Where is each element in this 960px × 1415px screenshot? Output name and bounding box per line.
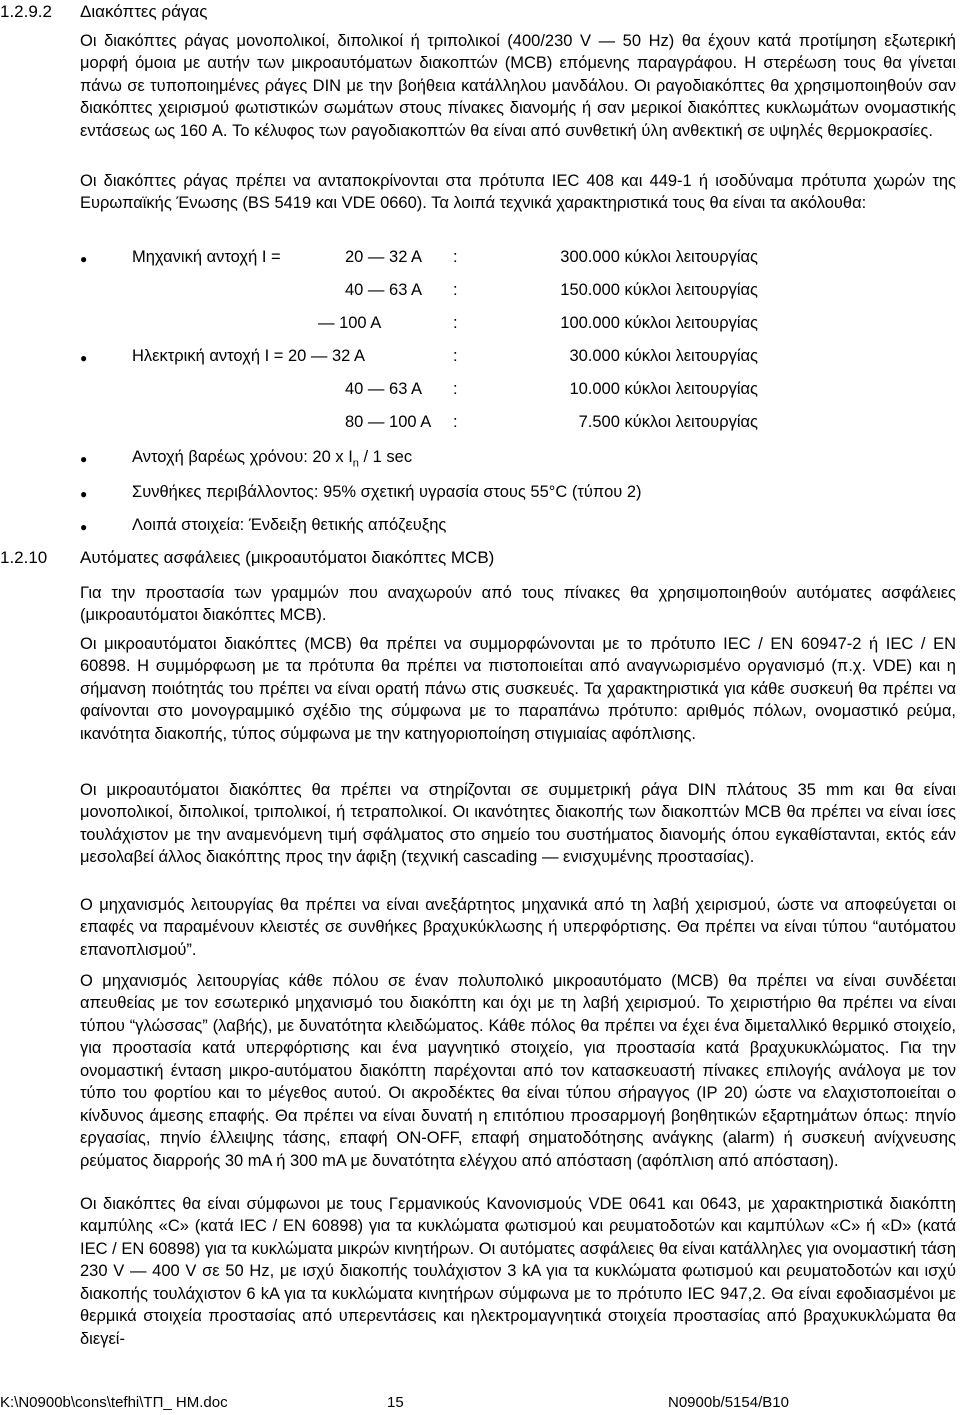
- section-heading-1.2.10: [0, 546, 494, 569]
- spec-row: — 100 A : 100.000 κύκλοι λειτουργίας: [318, 314, 758, 332]
- bullet-dot-icon: ●: [80, 452, 88, 466]
- footer-page-number: 15: [387, 1394, 404, 1411]
- bullet-environment: [80, 481, 956, 505]
- paragraph-mcb-vde: Οι διακόπτες θα είναι σύμφωνοι με τους Γερμανικούς Κανονισμούς VDE 0641 και 0643, με χαρακτηριστικά διακόπτη καμπύλης «C» (κατά IEC / EN 60898) για τα κυκλώματα φωτισμού και ρευματοδοτών και καμπύλων «C» ή «D» (κατά IEC / EN 60898) για τα κυκλώματα μικρών κινητήρων. Οι αυτόματες ασφάλειες θα είναι κατάλληλες για ονομαστική τάση 230 V — 400 V σε 50 Hz, με ισχύ διακοπής τουλάχιστον 3 kA για τα κυκλώματα φωτισμού και ρευματοδοτών και ισχύ διακοπής τουλάχιστον 6 kA για τα κυκλώματα κινητήρων σύμφωνα με το πρότυπο IEC 947,2. Θα είναι εφοδιασμένοι με θερμικά στοιχεία προστασίας από υπερεντάσεις και ηλεκτρομαγνητικά στοιχεία προστασίας από βραχυκυκλώματα θα διεγεί-: [80, 1195, 956, 1348]
- section-number: 1.2.10: [0, 548, 48, 567]
- bullet-label: Λοιπά στοιχεία: Ένδειξη θετικής απόζευξης: [132, 516, 447, 534]
- paragraph-rail-switches-standards: Οι διακόπτες ράγας πρέπει να ανταποκρίνονται στα πρότυπα IEC 408 και 449-1 ή ισοδύναμα πρότυπα χωρών της Ευρωπαϊκής Ένωσης (BS 5419 και VDE 0660). Τα λοιπά τεχνικά χαρακτηριστικά τους θα είναι τα ακόλουθα:: [80, 172, 956, 213]
- bullet-other: [80, 514, 956, 538]
- section-number: 1.2.9.2: [0, 2, 52, 21]
- paragraph-mcb-poles: Ο μηχανισμός λειτουργίας κάθε πόλου σε έναν πολυπολικό μικροαυτόματο (MCB) θα πρέπει να είναι συνδέεται απευθείας με τον εσωτερικό μηχανισμό του διακόπτη και όχι με τη λαβή χειρισμού. Το χειριστήριο θα πρέπει να είναι τύπου “γλώσσας” (λαβής), με δυνατότητα κλειδώματος. Κάθε πόλος θα πρέπει να έχει ένα διμεταλλικό θερμικό στοιχείο, για προστασία κατά υπερφόρτισης και ένα μαγνητικό στοιχείο, για προστασία κατά βραχυκυκλώματος. Για την ονομαστική ένταση μικρο-αυτόματου διακόπτη παρέχονται από τον κατασκευαστή πίνακες επιλογής ανάλογα με τον τύπο του φορτίου και το μέγεθος αυτού. Οι ακροδέκτες θα είναι τύπου σήραγγος (IP 20) ώστε να ελαχιστοποιείται ο κίνδυνος άμεσης επαφής. Θα πρέπει να είναι δυνατή η επιτόπιου προσαρμογή βοηθητικών εξαρτημάτων όπως: πηνίο εργασίας, πηνίο έλλειψης τάσης, επαφή ON-OFF, επαφή σηματοδότησης ανάγκης (alarm) ή συσκευή ανίχνευσης ρεύματος διαρροής 30 mA ή 300 mA με δυνατότητα ελέγχου από απόσταση (αφόπλιση από απόσταση).: [80, 972, 956, 1170]
- bullet-heavy-duty: ● Αντοχή βαρέως χρόνου: 20 x $I_n / 1$ sec: [80, 448, 413, 470]
- spec-row: 40 — 63 A : 150.000 κύκλοι λειτουργίας: [345, 281, 758, 299]
- bullet-dot-icon: ●: [80, 252, 88, 266]
- spec-row: : 30.000 κύκλοι λειτουργίας: [453, 347, 758, 365]
- spec-row: 80 — 100 A : 7.500 κύκλοι λειτουργίας: [345, 413, 758, 431]
- spec-row: 40 — 63 A : 10.000 κύκλοι λειτουργίας: [345, 380, 758, 398]
- footer-document-code: N0900b/5154/B10: [668, 1394, 789, 1411]
- paragraph-mcb-standards: Οι μικροαυτόματοι διακόπτες (MCB) θα πρέπει να συμμορφώνονται με το πρότυπο IEC / EN 60947-2 ή IEC / EN 60898. Η συμμόρφωση με τα πρότυπα θα πρέπει να πιστοποιείται από αναγνωρισμένο οργανισμό (π.χ. VDE) και η σήμανση ποιότητάς του πρέπει να είναι ορατή πάνω στις συσκευές. Τα χαρακτηριστικά για κάθε συσκευή θα πρέπει να φαίνονται στο μονογραμμικό σχέδιο της σύμφωνα με το παραπάνω πρότυπο: αριθμός πόλων, ονομαστικό ρεύμα, ικανότητα διακοπής, τύπος σύμφωνα με την κατηγοριοποίηση στιγμιαίας αφόπλισης.: [80, 635, 956, 743]
- paragraph-mcb-mounting: Οι μικροαυτόματοι διακόπτες θα πρέπει να στηρίζονται σε συμμετρική ράγα DIN πλάτους 35 mm και θα είναι μονοπολικοί, διπολικοί, τριπολικοί, ή τετραπολικοί. Οι ικανότητες διακοπής των διακοπτών MCB θα πρέπει να είναι ίσες τουλάχιστον με την αναμενόμενη τιμή σφάλματος στο σημείο του συστήματος διανομής όπου εγκαθίστανται, εκτός εάν μεσολαβεί άλλος διακόπτης προς την άφιξη (τεχνική cascading — ενισχυμένης προστασίας).: [80, 781, 956, 867]
- bullet-label: Ηλεκτρική αντοχή I = 20 — 32 A: [132, 347, 366, 365]
- spec-row: 20 — 32 A : 300.000 κύκλοι λειτουργίας: [345, 248, 758, 266]
- bullet-dot-icon: ●: [80, 487, 88, 501]
- paragraph-mcb-protection: Για την προστασία των γραμμών που αναχωρούν από τους πίνακες θα χρησιμοποιηθούν αυτόματες ασφάλειες (μικροαυτόματοι διακόπτες MCB).: [80, 584, 956, 625]
- bullet-dot-icon: ●: [80, 351, 88, 365]
- bullet-dot-icon: ●: [80, 520, 88, 534]
- section-heading-1.2.9.2: [0, 0, 207, 23]
- section-title: Διακόπτες ράγας: [80, 2, 208, 21]
- section-title: Αυτόματες ασφάλειες (μικροαυτόματοι διακόπτες MCB): [80, 548, 495, 567]
- footer-file-path: K:\N0900b\cons\tefhi\ΤΠ_ ΗΜ.doc: [0, 1394, 228, 1411]
- bullet-label: Μηχανική αντοχή I =: [132, 248, 281, 266]
- paragraph-mcb-mechanism: Ο μηχανισμός λειτουργίας θα πρέπει να είναι ανεξάρτητος μηχανικά από τη λαβή χειρισμού, ώστε να αποφεύγεται οι επαφές να παραμένουν κλειστές σε συνθήκες βραχυκύκλωσης ή υπερφόρτισης. Θα πρέπει να είναι τύπου “αυτόματου επανοπλισμού”.: [80, 896, 956, 959]
- paragraph-rail-switches-intro: Οι διακόπτες ράγας μονοπολικοί, διπολικοί ή τριπολικοί (400/230 V — 50 Hz) θα έχουν κατά προτίμηση εξωτερική μορφή όμοια με αυτήν των μικροαυτόματων διακοπτών (MCB) επόμενης παραγράφου. Η στερέωση τους θα γίνεται πάνω σε τυποποιημένες ράγες DIN με την βοήθεια κατάλληλου μανδάλου. Οι ραγοδιακόπτες θα χρησιμοποιηθούν σαν διακόπτες χειρισμού φωτιστικών σωμάτων στους πίνακες διανομής ή σαν μερικοί διακόπτες κυκλωμάτων ονομαστικής εντάσεως ως 160 A. Το κέλυφος των ραγοδιακοπτών θα είναι από συνθετική ύλη ανθεκτική σε υψηλές θερμοκρασίες.: [80, 32, 956, 140]
- bullet-label: Συνθήκες περιβάλλοντος: 95% σχετική υγρασία στους 55°C (τύπου 2): [132, 483, 642, 501]
